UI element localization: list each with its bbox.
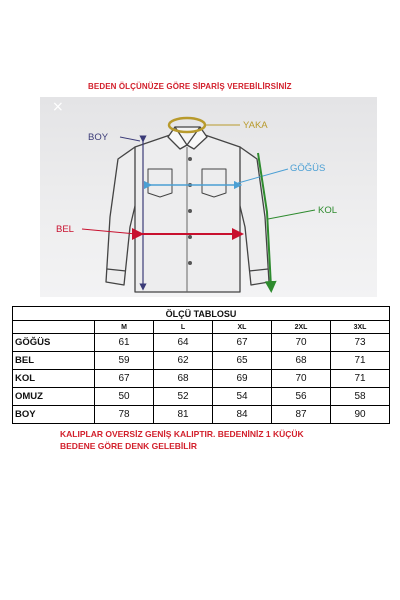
fit-note-line: BEDENE GÖRE DENK GELEBİLİR	[60, 441, 197, 451]
size-header: 2XL	[272, 321, 331, 334]
table-cell: 67	[213, 334, 272, 352]
table-row	[13, 352, 390, 370]
table-cell: 84	[213, 406, 272, 424]
size-header: 3XL	[331, 321, 390, 334]
table-cell: 73	[331, 334, 390, 352]
page-heading: BEDEN ÖLÇÜNÜZE GÖRE SİPARİŞ VEREBİLİRSİNİZ	[88, 82, 292, 91]
table-cell: 69	[213, 370, 272, 388]
table-row	[13, 370, 390, 388]
sleeve-leader-line	[268, 210, 315, 219]
row-label: BOY	[13, 406, 95, 424]
table-cell: 81	[154, 406, 213, 424]
label-boy: BOY	[88, 132, 109, 143]
table-row	[13, 388, 390, 406]
size-header: L	[154, 321, 213, 334]
size-chart-table	[12, 306, 390, 424]
table-cell: 78	[95, 406, 154, 424]
fit-note-line: KALIPLAR OVERSİZ GENİŞ KALIPTIR. BEDENİNİZ 1 KÜÇÜK	[60, 429, 304, 439]
table-cell: 50	[95, 388, 154, 406]
row-label: KOL	[13, 370, 95, 388]
table-row	[13, 334, 390, 352]
label-kol: KOL	[318, 205, 338, 216]
shirt-measurement-diagram	[40, 97, 377, 297]
table-cell: 68	[272, 352, 331, 370]
size-header: M	[95, 321, 154, 334]
close-icon[interactable]: ×	[52, 99, 64, 115]
table-cell: 52	[154, 388, 213, 406]
table-row	[13, 406, 390, 424]
label-yaka: YAKA	[243, 120, 268, 131]
table-cell: 87	[272, 406, 331, 424]
table-cell: 61	[95, 334, 154, 352]
size-header: XL	[213, 321, 272, 334]
row-label: BEL	[13, 352, 95, 370]
table-cell: 59	[95, 352, 154, 370]
table-cell: 68	[154, 370, 213, 388]
table-cell: 70	[272, 370, 331, 388]
header-blank	[13, 321, 95, 334]
table-cell: 58	[331, 388, 390, 406]
table-cell: 64	[154, 334, 213, 352]
table-cell: 67	[95, 370, 154, 388]
row-label: GÖĞÜS	[13, 334, 95, 352]
shirt-illustration	[40, 97, 377, 297]
label-gogus: GÖĞÜS	[290, 163, 326, 174]
label-bel: BEL	[56, 224, 74, 235]
row-label: OMUZ	[13, 388, 95, 406]
table-cell: 65	[213, 352, 272, 370]
size-chart-title: ÖLÇÜ TABLOSU	[13, 307, 390, 321]
table-cell: 70	[272, 334, 331, 352]
length-leader-line	[120, 137, 140, 141]
table-cell: 56	[272, 388, 331, 406]
fit-note	[60, 428, 380, 452]
table-cell: 54	[213, 388, 272, 406]
table-cell: 71	[331, 352, 390, 370]
table-cell: 62	[154, 352, 213, 370]
table-cell: 71	[331, 370, 390, 388]
size-header-row	[13, 321, 390, 334]
table-cell: 90	[331, 406, 390, 424]
